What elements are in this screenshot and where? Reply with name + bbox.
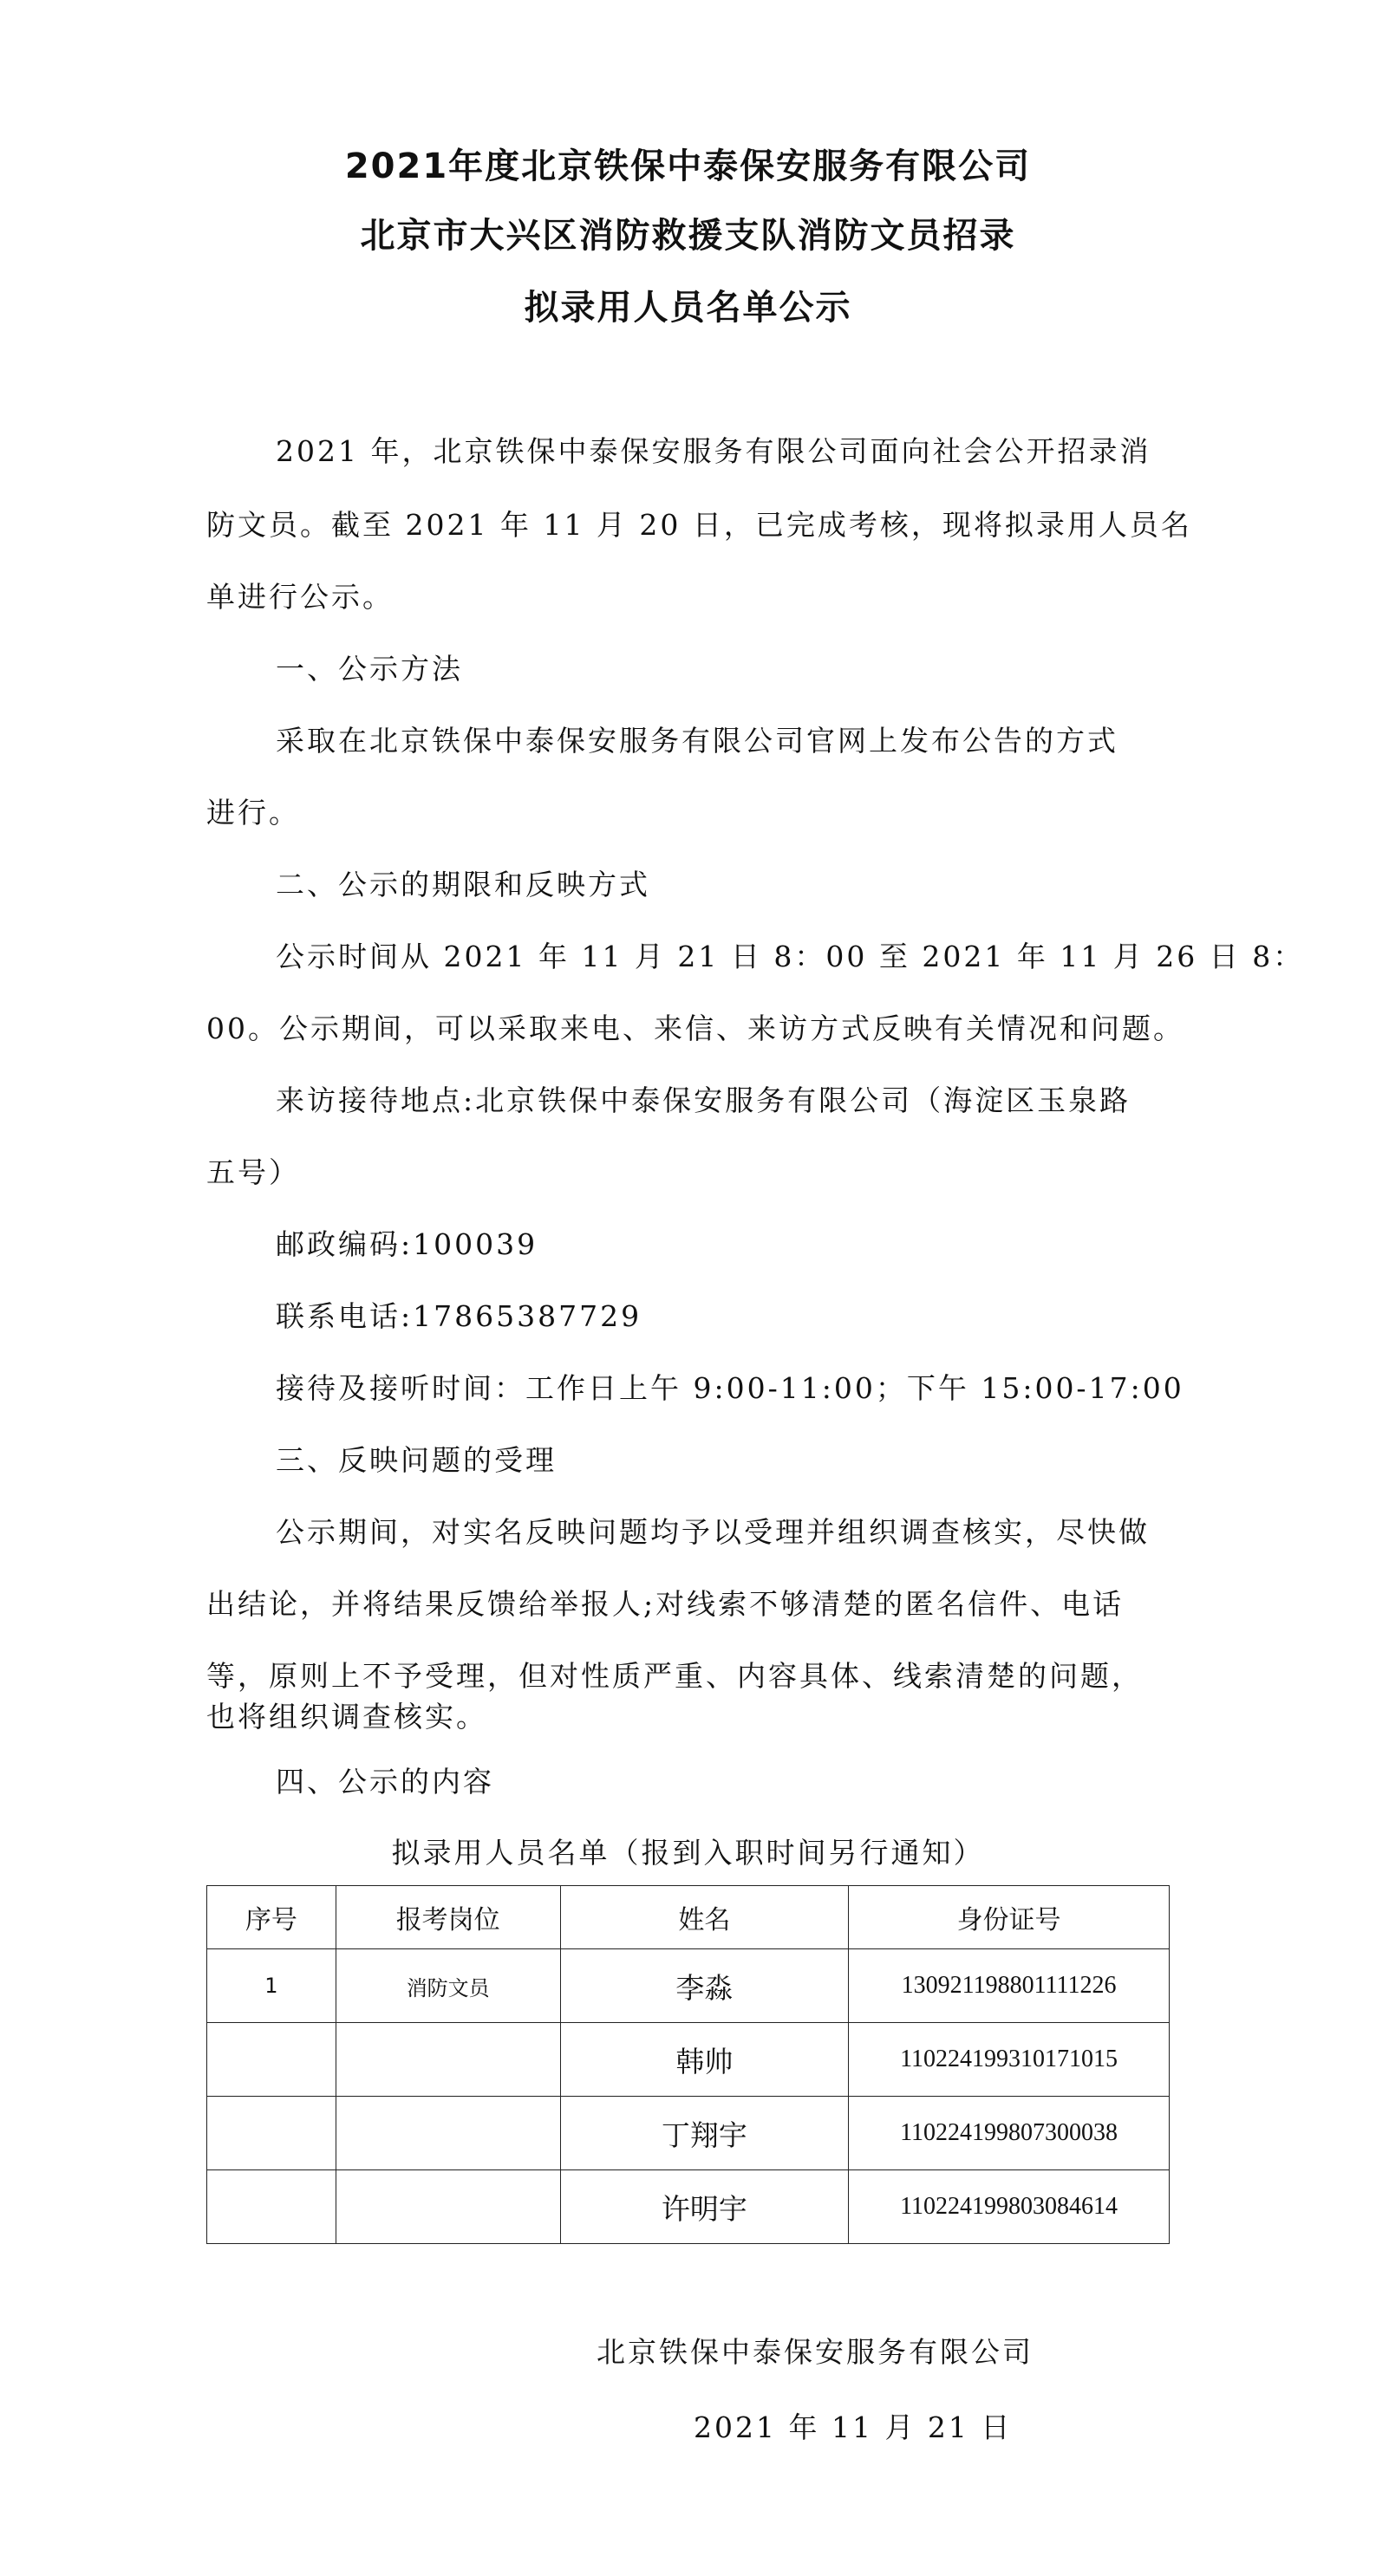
section-2-heading: 二、公示的期限和反映方式 (276, 868, 650, 901)
section-1-heading: 一、公示方法 (276, 652, 463, 686)
cell-id: 110224199803084614 (849, 2170, 1170, 2244)
cell-post (336, 2097, 560, 2170)
cell-name: 丁翔宇 (560, 2097, 849, 2170)
cell-name: 许明宇 (560, 2170, 849, 2244)
intro-line-1: 2021 年，北京铁保中泰保安服务有限公司面向社会公开招录消 (276, 434, 1151, 468)
address-line-2: 五号） (206, 1155, 300, 1189)
header-post: 报考岗位 (336, 1886, 560, 1949)
address-line-1: 来访接待地点:北京铁保中泰保安服务有限公司（海淀区玉泉路 (276, 1083, 1131, 1117)
cell-number (207, 2023, 336, 2097)
postal-code: 邮政编码:100039 (276, 1227, 538, 1261)
candidate-table (206, 1885, 1170, 2244)
intro-line-2: 防文员。截至 2021 年 11 月 20 日，已完成考核，现将拟录用人员名 (206, 508, 1192, 542)
header-number: 序号 (207, 1886, 336, 1949)
section-3-line-1: 公示期间，对实名反映问题均予以受理并组织调查核实，尽快做 (276, 1515, 1150, 1549)
title-line-2: 北京市大兴区消防救援支队消防文员招录 (360, 216, 1016, 256)
cell-post (336, 2170, 560, 2244)
cell-post (336, 2023, 560, 2097)
section-1-line-2: 进行。 (206, 796, 300, 829)
cell-post: 消防文员 (336, 1949, 560, 2023)
reception-hours: 接待及接听时间：工作日上午 9:00-11:00；下午 15:00-17:00 (276, 1371, 1184, 1405)
contact-phone: 联系电话:17865387729 (276, 1299, 642, 1333)
table-row (207, 2170, 1170, 2244)
section-3-line-3: 等，原则上不予受理，但对性质严重、内容具体、线索清楚的问题， (206, 1659, 1143, 1693)
section-3-heading: 三、反映问题的受理 (276, 1443, 557, 1477)
cell-id: 110224199310171015 (849, 2023, 1170, 2097)
header-id: 身份证号 (849, 1886, 1170, 1949)
cell-name: 李淼 (560, 1949, 849, 2023)
intro-line-3: 单进行公示。 (206, 580, 394, 614)
cell-name: 韩帅 (560, 2023, 849, 2097)
table-row (207, 1949, 1170, 2023)
section-4-heading: 四、公示的内容 (276, 1765, 494, 1799)
section-2-line-1: 公示时间从 2021 年 11 月 21 日 8：00 至 2021 年 11 月 26 日 8： (276, 940, 1305, 973)
table-caption: 拟录用人员名单（报到入职时间另行通知） (391, 1836, 985, 1870)
section-2-line-2: 00。公示期间，可以采取来电、来信、来访方式反映有关情况和问题。 (206, 1012, 1184, 1045)
table-row (207, 2023, 1170, 2097)
cell-number (207, 2170, 336, 2244)
section-3-line-2: 出结论，并将结果反馈给举报人;对线索不够清楚的匿名信件、电话 (206, 1587, 1125, 1621)
title-line-1: 2021年度北京铁保中泰保安服务有限公司 (344, 146, 1032, 186)
issuer-organization: 北京铁保中泰保安服务有限公司 (597, 2335, 1034, 2369)
cell-number (207, 2097, 336, 2170)
header-name: 姓名 (560, 1886, 849, 1949)
cell-id: 130921198801111226 (849, 1949, 1170, 2023)
section-3-line-4: 也将组织调查核实。 (206, 1700, 487, 1734)
table-header-row (207, 1886, 1170, 1949)
section-1-line-1: 采取在北京铁保中泰保安服务有限公司官网上发布公告的方式 (276, 724, 1118, 758)
cell-number: 1 (207, 1949, 336, 2023)
title-line-3: 拟录用人员名单公示 (524, 288, 852, 328)
issue-date: 2021 年 11 月 21 日 (694, 2410, 1013, 2444)
cell-id: 110224199807300038 (849, 2097, 1170, 2170)
table-row (207, 2097, 1170, 2170)
